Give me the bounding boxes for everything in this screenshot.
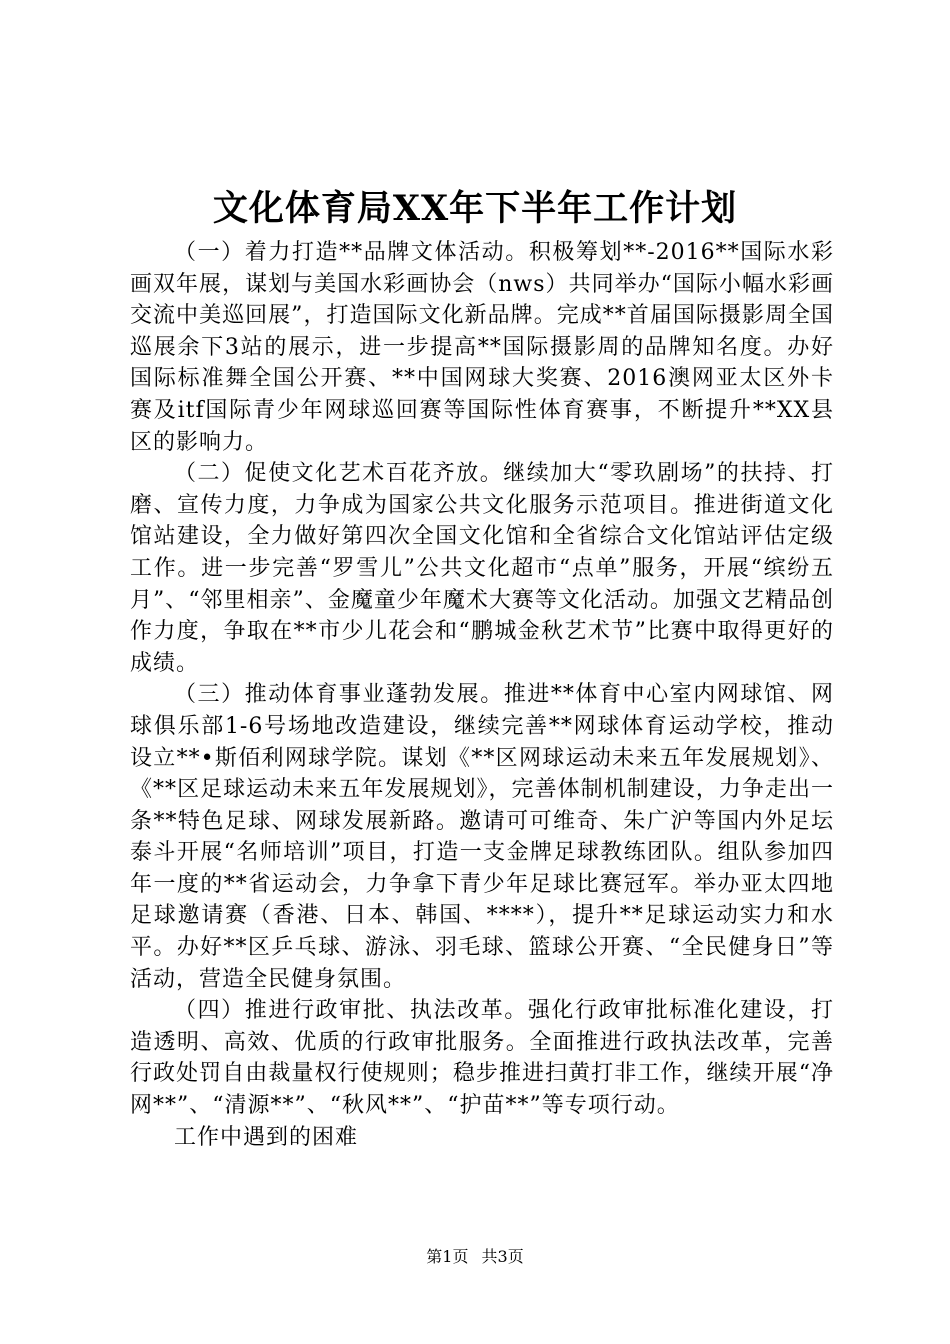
page-number: 第1页 xyxy=(426,1247,469,1266)
paragraph-2: （二）促使文化艺术百花齐放。继续加大“零玖剧场”的扶持、打磨、宣传力度，力争成为国家公共文化服务示范项目。推进街道文化馆站建设，全力做好第四次全国文化馆和全省综合文化馆站评估定级工作。进一步完善“罗雪儿”公共文化超市“点单”服务，开展“缤纷五月”、“邻里相亲”、金魔童少年魔术大赛等文化活动。加强文艺精品创作力度，争取在**市少儿花会和“鹏城金秋艺术节”比赛中取得更好的成绩。 xyxy=(130,461,834,676)
paragraph-3: （三）推动体育事业蓬勃发展。推进**体育中心室内网球馆、网球俱乐部1-6号场地改造建设，继续完善**网球体育运动学校，推动设立**•斯佰利网球学院。谋划《**区网球运动未来五年发展规划》、《**区足球运动未来五年发展规划》，完善体制机制建设，力争走出一条**特色足球、网球发展新路。邀请可可维奇、朱广沪等国内外足坛泰斗开展“名师培训”项目，打造一支金牌足球教练团队。组队参加四年一度的**省运动会，力争拿下青少年足球比赛冠军。举办亚太四地足球邀请赛（香港、日本、韩国、****），提升**足球运动实力和水平。办好**区乒乓球、游泳、羽毛球、篮球公开赛、“全民健身日”等活动，营造全民健身氛围。 xyxy=(130,682,834,992)
paragraph-1: （一）着力打造**品牌文体活动。积极筹划**-2016**国际水彩画双年展，谋划与美国水彩画协会（nws）共同举办“国际小幅水彩画交流中美巡回展”，打造国际文化新品牌。完成**首届国际摄影周全国巡展余下3站的展示，进一步提高**国际摄影周的品牌知名度。办好国际标准舞全国公开赛、**中国网球大奖赛、2016澳网亚太区外卡赛及itf国际青少年网球巡回赛等国际性体育赛事，不断提升**XX县区的影响力。 xyxy=(130,240,834,455)
document-body xyxy=(130,237,834,1153)
page-footer xyxy=(0,1246,950,1268)
page-total: 共3页 xyxy=(481,1247,524,1266)
paragraph-4: （四）推进行政审批、执法改革。强化行政审批标准化建设，打造透明、高效、优质的行政审批服务。全面推进行政执法改革，完善行政处罚自由裁量权行使规则；稳步推进扫黄打非工作，继续开展“净网**”、“清源**”、“秋风**”、“护苗**”等专项行动。 xyxy=(130,998,834,1119)
document-title: 文化体育局XX年下半年工作计划 xyxy=(212,188,738,229)
paragraph-5: 工作中遇到的困难 xyxy=(174,1124,359,1150)
